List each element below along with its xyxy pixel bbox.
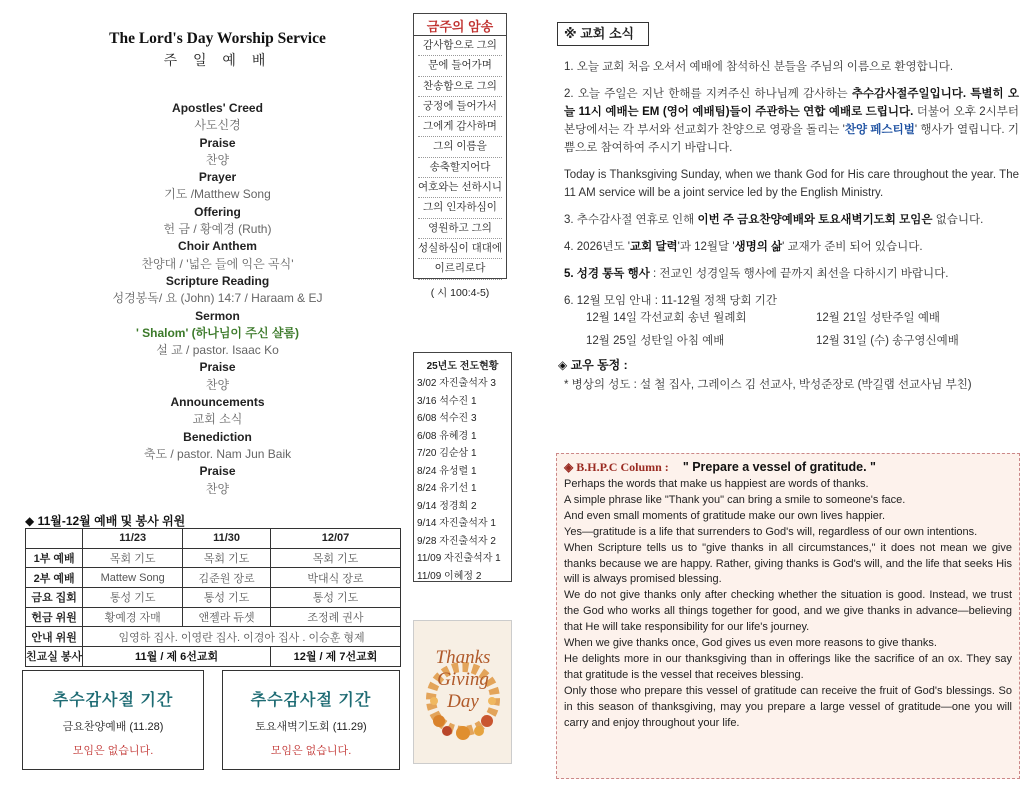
- order-item-ko: 축도 / pastor. Nam Jun Baik: [143, 446, 292, 461]
- news-emphasis: 교회 달력: [629, 241, 678, 253]
- evangelism-row: 11/09 자진출석자 1: [417, 553, 501, 564]
- order-item: [60, 135, 375, 170]
- image-line-day: Day: [447, 691, 479, 712]
- column-paragraph: Perhaps the words that make us happiest are words of thanks.: [564, 478, 869, 490]
- schedule-row: [564, 333, 1019, 350]
- image-line-thanks: Thanks: [435, 647, 491, 668]
- row-label: 2부 예배: [26, 568, 83, 588]
- notice-note: 모임은 없습니다.: [270, 745, 352, 757]
- verse-line: 성실하심이 대대에: [418, 239, 502, 259]
- news-emphasis: 5. 성경 통독 행사: [564, 268, 650, 280]
- memory-verse-heading: 금주의 암송: [414, 14, 506, 36]
- schedule-entry: 12월 25일 성탄일 아침 예배: [586, 335, 725, 347]
- order-item: [60, 359, 375, 394]
- thanksgiving-notice-saturday: [222, 670, 400, 770]
- sermon-title: ' Shalom' (하나님이 주신 샬롬): [135, 325, 300, 340]
- news-text: 더불어 오후 2시부터 본당에서는 각 부서와 선교회가 찬양으로 영광을 돌리는 ': [564, 106, 1019, 136]
- news-text: 2. 오늘 주일은 지난 한해를 지켜주신 하나님께 감사하는: [564, 88, 852, 100]
- table-cell: Mattew Song: [83, 568, 183, 588]
- news-item-1: 1. 오늘 교회 처음 오셔서 예배에 참석하신 분들을 주님의 이름으로 환영합니다.: [564, 61, 954, 73]
- column-paragraph: And even small moments of gratitude make our own lives happier.: [564, 509, 885, 522]
- memory-verse-box: [413, 13, 507, 299]
- column-paragraph: Only those who prepare this vessel of gratitude can receive the fruit of God's blessings. So in this season of thanksgiving, may you prepare a large vessel of gratitude—one you will carry and enjoy throughout your life.: [564, 684, 1012, 729]
- table-row: [26, 588, 401, 608]
- members-news: * 병상의 성도 : 설 철 집사, 그레이스 김 선교사, 박성준장로 (박길랩 선교사님 부친): [564, 379, 972, 391]
- evangelism-row: 9/14 자진출석자 1: [417, 518, 496, 529]
- order-item: [60, 429, 375, 464]
- table-row: [26, 607, 401, 627]
- order-item-en: Sermon: [195, 308, 240, 323]
- order-item: [60, 394, 375, 429]
- news-text: '과 12월달 ': [677, 241, 735, 253]
- table-cell: 목회 기도: [83, 548, 183, 568]
- order-item-en: Announcements: [170, 395, 265, 410]
- verse-line: 영원하고 그의: [418, 219, 502, 239]
- table-row: [26, 627, 401, 647]
- table-header: 12/07: [270, 529, 400, 549]
- news-item-4: [564, 238, 1019, 256]
- order-item-en: Praise: [199, 464, 236, 479]
- evangelism-row: 9/14 정경희 2: [417, 500, 477, 512]
- thanksgiving-day-image: [413, 620, 512, 764]
- column-paragraph: When we give thanks once, God gives us even more reasons to give thanks.: [564, 637, 937, 650]
- evangelism-row: 7/20 김순삼 1: [417, 448, 477, 459]
- members-heading: ◈ 교우 동정 :: [558, 358, 628, 372]
- column-header: [564, 460, 1012, 475]
- news-text: ' 교재가 준비 되어 있습니다.: [782, 241, 923, 253]
- notice-subtitle: 토요새벽기도회 (11.29): [255, 721, 367, 733]
- table-cell: 박대식 장로: [270, 568, 400, 588]
- evangelism-box: [413, 352, 512, 582]
- schedule-row: [564, 310, 1019, 327]
- column-name: ◈ B.H.P.C Column :: [564, 460, 669, 474]
- table-cell: 임영하 집사. 이영란 집사. 이경아 집사 . 이승훈 형제: [83, 627, 401, 647]
- service-table: [25, 528, 401, 667]
- image-line-giving: Giving: [437, 669, 489, 690]
- row-label: 1부 예배: [26, 548, 83, 568]
- row-label: 안내 위원: [26, 627, 83, 647]
- order-item-en: Apostles' Creed: [172, 101, 263, 115]
- order-item-en: Praise: [199, 135, 236, 150]
- schedule-entry: 12월 21일 성탄주일 예배: [816, 312, 941, 324]
- news-item-6: 6. 12월 모임 안내 : 11-12월 정책 당회 기간: [564, 295, 778, 307]
- column-paragraph: He delights more in our thanksgiving than in offerings like the sacrifice of an ox. They say that gratitude is the vessel that receives blessing.: [564, 652, 1012, 681]
- evangelism-row: 8/24 유기선 1: [417, 483, 477, 494]
- column-paragraph: We do not give thanks only after checking whether the situation is good. Instead, we trust the God who works all things together for good, and we give thanks in advance—believing that He will take responsibility for our life's journey.: [564, 589, 1012, 634]
- table-cell: 김준원 장로: [183, 568, 271, 588]
- news-item-2: [564, 85, 1019, 157]
- table-header: [26, 529, 83, 549]
- table-cell: 목회 기도: [270, 548, 400, 568]
- verse-line: 문에 들어가며: [418, 56, 502, 76]
- news-english: Today is Thanksgiving Sunday, when we thank God for His care throughout the year. The 11 AM service will be a joint service led by the English Ministry.: [564, 169, 1019, 199]
- column-paragraph: When Scripture tells us to "give thanks in all circumstances," it does not mean we give thanks because we are happy. Rather, giving thanks is God's will, and the life that seeks His will is always promised blessing.: [564, 541, 1012, 586]
- order-item-en: Praise: [199, 360, 236, 375]
- schedule-entry: 12월 31일 (수) 송구영신예배: [816, 335, 959, 347]
- news-text: 4. 2026년도 ': [564, 241, 630, 253]
- order-item-ko: 설 교 / pastor. Isaac Ko: [156, 343, 279, 358]
- verse-line: 그의 이름을: [418, 137, 502, 157]
- news-text: : 전교인 성경일독 행사에 끝까지 최선을 다하시기 바랍니다.: [649, 268, 949, 280]
- table-row: [26, 647, 401, 667]
- worship-order: [60, 30, 375, 498]
- order-item-ko: 찬양: [205, 152, 230, 167]
- table-header: 11/30: [183, 529, 271, 549]
- order-item-ko: 사도신경: [194, 118, 241, 133]
- verse-line: 송축할지어다: [418, 158, 502, 178]
- evangelism-row: 3/02 자진출석자 3: [417, 378, 496, 389]
- worship-title-ko: 주 일 예 배: [163, 52, 272, 68]
- order-item-ko: 기도 /Matthew Song: [164, 187, 271, 202]
- order-item: [60, 169, 375, 204]
- column-paragraph: A simple phrase like "Thank you" can bring a smile to someone's face.: [564, 493, 906, 506]
- table-cell: 앤젤라 듀셋: [183, 607, 271, 627]
- worship-title-en: The Lord's Day Worship Service: [109, 30, 326, 47]
- news-emphasis: 추수감사절주일입니다. 특별히 오늘 11시 예배는 EM (영어 예배팀)들이 주관하는 연합 예배로 드립니다.: [564, 88, 1019, 118]
- table-header: 11/23: [83, 529, 183, 549]
- news-text: 없습니다.: [932, 214, 984, 226]
- notice-title: 추수감사절 기간: [52, 692, 174, 709]
- schedule-entry: 12월 14일 각선교회 송년 월례회: [586, 312, 747, 324]
- order-item: [60, 308, 375, 343]
- order-item: [60, 238, 375, 273]
- order-item: [60, 273, 375, 308]
- table-cell: 황예경 자매: [83, 607, 183, 627]
- order-item: [60, 100, 375, 135]
- evangelism-heading: 25년도 전도현황: [426, 361, 499, 372]
- table-cell: 12월 / 제 7선교회: [270, 647, 400, 667]
- evangelism-row: 3/16 석수진 1: [417, 395, 477, 407]
- table-header-row: [26, 529, 401, 549]
- verse-line: 그의 인자하심이: [418, 198, 502, 218]
- thanksgiving-notice-friday: [22, 670, 204, 770]
- news-text: 3. 추수감사절 연휴로 인해: [564, 214, 698, 226]
- order-item-ko: 교회 소식: [192, 412, 243, 427]
- service-table-title: ◆ 11월-12월 예배 및 봉사 위원: [25, 514, 186, 528]
- order-item-ko: 찬양대 / '넓은 들에 익은 곡식': [141, 256, 294, 271]
- order-item-en: Offering: [194, 204, 241, 219]
- verse-line: 여호와는 선하시니: [418, 178, 502, 198]
- column-title: " Prepare a vessel of gratitude. ": [682, 460, 876, 474]
- table-cell: 조정례 권사: [270, 607, 400, 627]
- order-item-en: Choir Anthem: [178, 239, 257, 254]
- order-item-ko: 찬양: [205, 481, 230, 496]
- evangelism-row: 6/08 석수진 3: [417, 413, 477, 424]
- table-cell: 목회 기도: [183, 548, 271, 568]
- row-label: 금요 집회: [26, 588, 83, 608]
- verse-line: 궁정에 들어가서: [418, 97, 502, 117]
- row-label: 헌금 위원: [26, 607, 83, 627]
- thanksgiving-wreath-icon: [414, 621, 512, 764]
- order-item-ko: 찬양: [205, 377, 230, 392]
- church-news: [558, 58, 1019, 394]
- row-label: 친교실 봉사: [26, 647, 83, 667]
- evangelism-row: 11/09 이혜정 2: [417, 570, 482, 582]
- news-emphasis: 생명의 삶: [734, 241, 783, 253]
- evangelism-row: 9/28 자진출석자 2: [417, 535, 496, 547]
- order-item-en: Prayer: [198, 170, 237, 185]
- evangelism-row: 6/08 유혜경 1: [417, 430, 477, 442]
- news-emphasis: 찬양 페스티벌: [844, 124, 915, 136]
- news-emphasis: 이번 주 금요찬양예배와 토요새벽기도회 모임은: [697, 214, 933, 226]
- order-item: [60, 463, 375, 498]
- notice-note: 모임은 없습니다.: [72, 745, 154, 757]
- verse-line: 이르리로다: [418, 259, 502, 279]
- order-item-ko: 헌 금 / 황예경 (Ruth): [163, 222, 272, 237]
- notice-title: 추수감사절 기간: [250, 692, 372, 709]
- table-cell: 통성 기도: [270, 588, 400, 608]
- church-news-heading: ※ 교회 소식: [557, 22, 649, 46]
- bhpc-column: [556, 453, 1020, 779]
- news-item-5: [564, 265, 1019, 283]
- order-item: [60, 342, 375, 359]
- table-row: [26, 548, 401, 568]
- news-text: ' 행사가 열립니다. 기쁨으로 참여하여 주시기 바랍니다.: [564, 124, 1019, 154]
- verse-reference: ( 시 100:4-5): [430, 286, 490, 299]
- notice-subtitle: 금요찬양예배 (11.28): [62, 721, 164, 733]
- verse-line: 감사함으로 그의: [418, 36, 502, 56]
- order-item-en: Benediction: [183, 429, 252, 444]
- order-item: [60, 204, 375, 239]
- table-cell: 통성 기도: [183, 588, 271, 608]
- news-item-3: [564, 211, 1019, 229]
- order-item-en: Scripture Reading: [165, 273, 270, 288]
- verse-line: 찬송함으로 그의: [418, 77, 502, 97]
- verse-line: 그에게 감사하며: [418, 117, 502, 137]
- order-item-ko: 성경봉독/ 요 (John) 14:7 / Haraam & EJ: [112, 291, 323, 306]
- evangelism-row: 8/24 유성렬 1: [417, 465, 477, 477]
- table-cell: 11월 / 제 6선교회: [83, 647, 271, 667]
- table-row: [26, 568, 401, 588]
- table-cell: 통성 기도: [83, 588, 183, 608]
- column-paragraph: Yes—gratitude is a life that surrenders to God's will, regardless of our own intentions.: [564, 525, 978, 538]
